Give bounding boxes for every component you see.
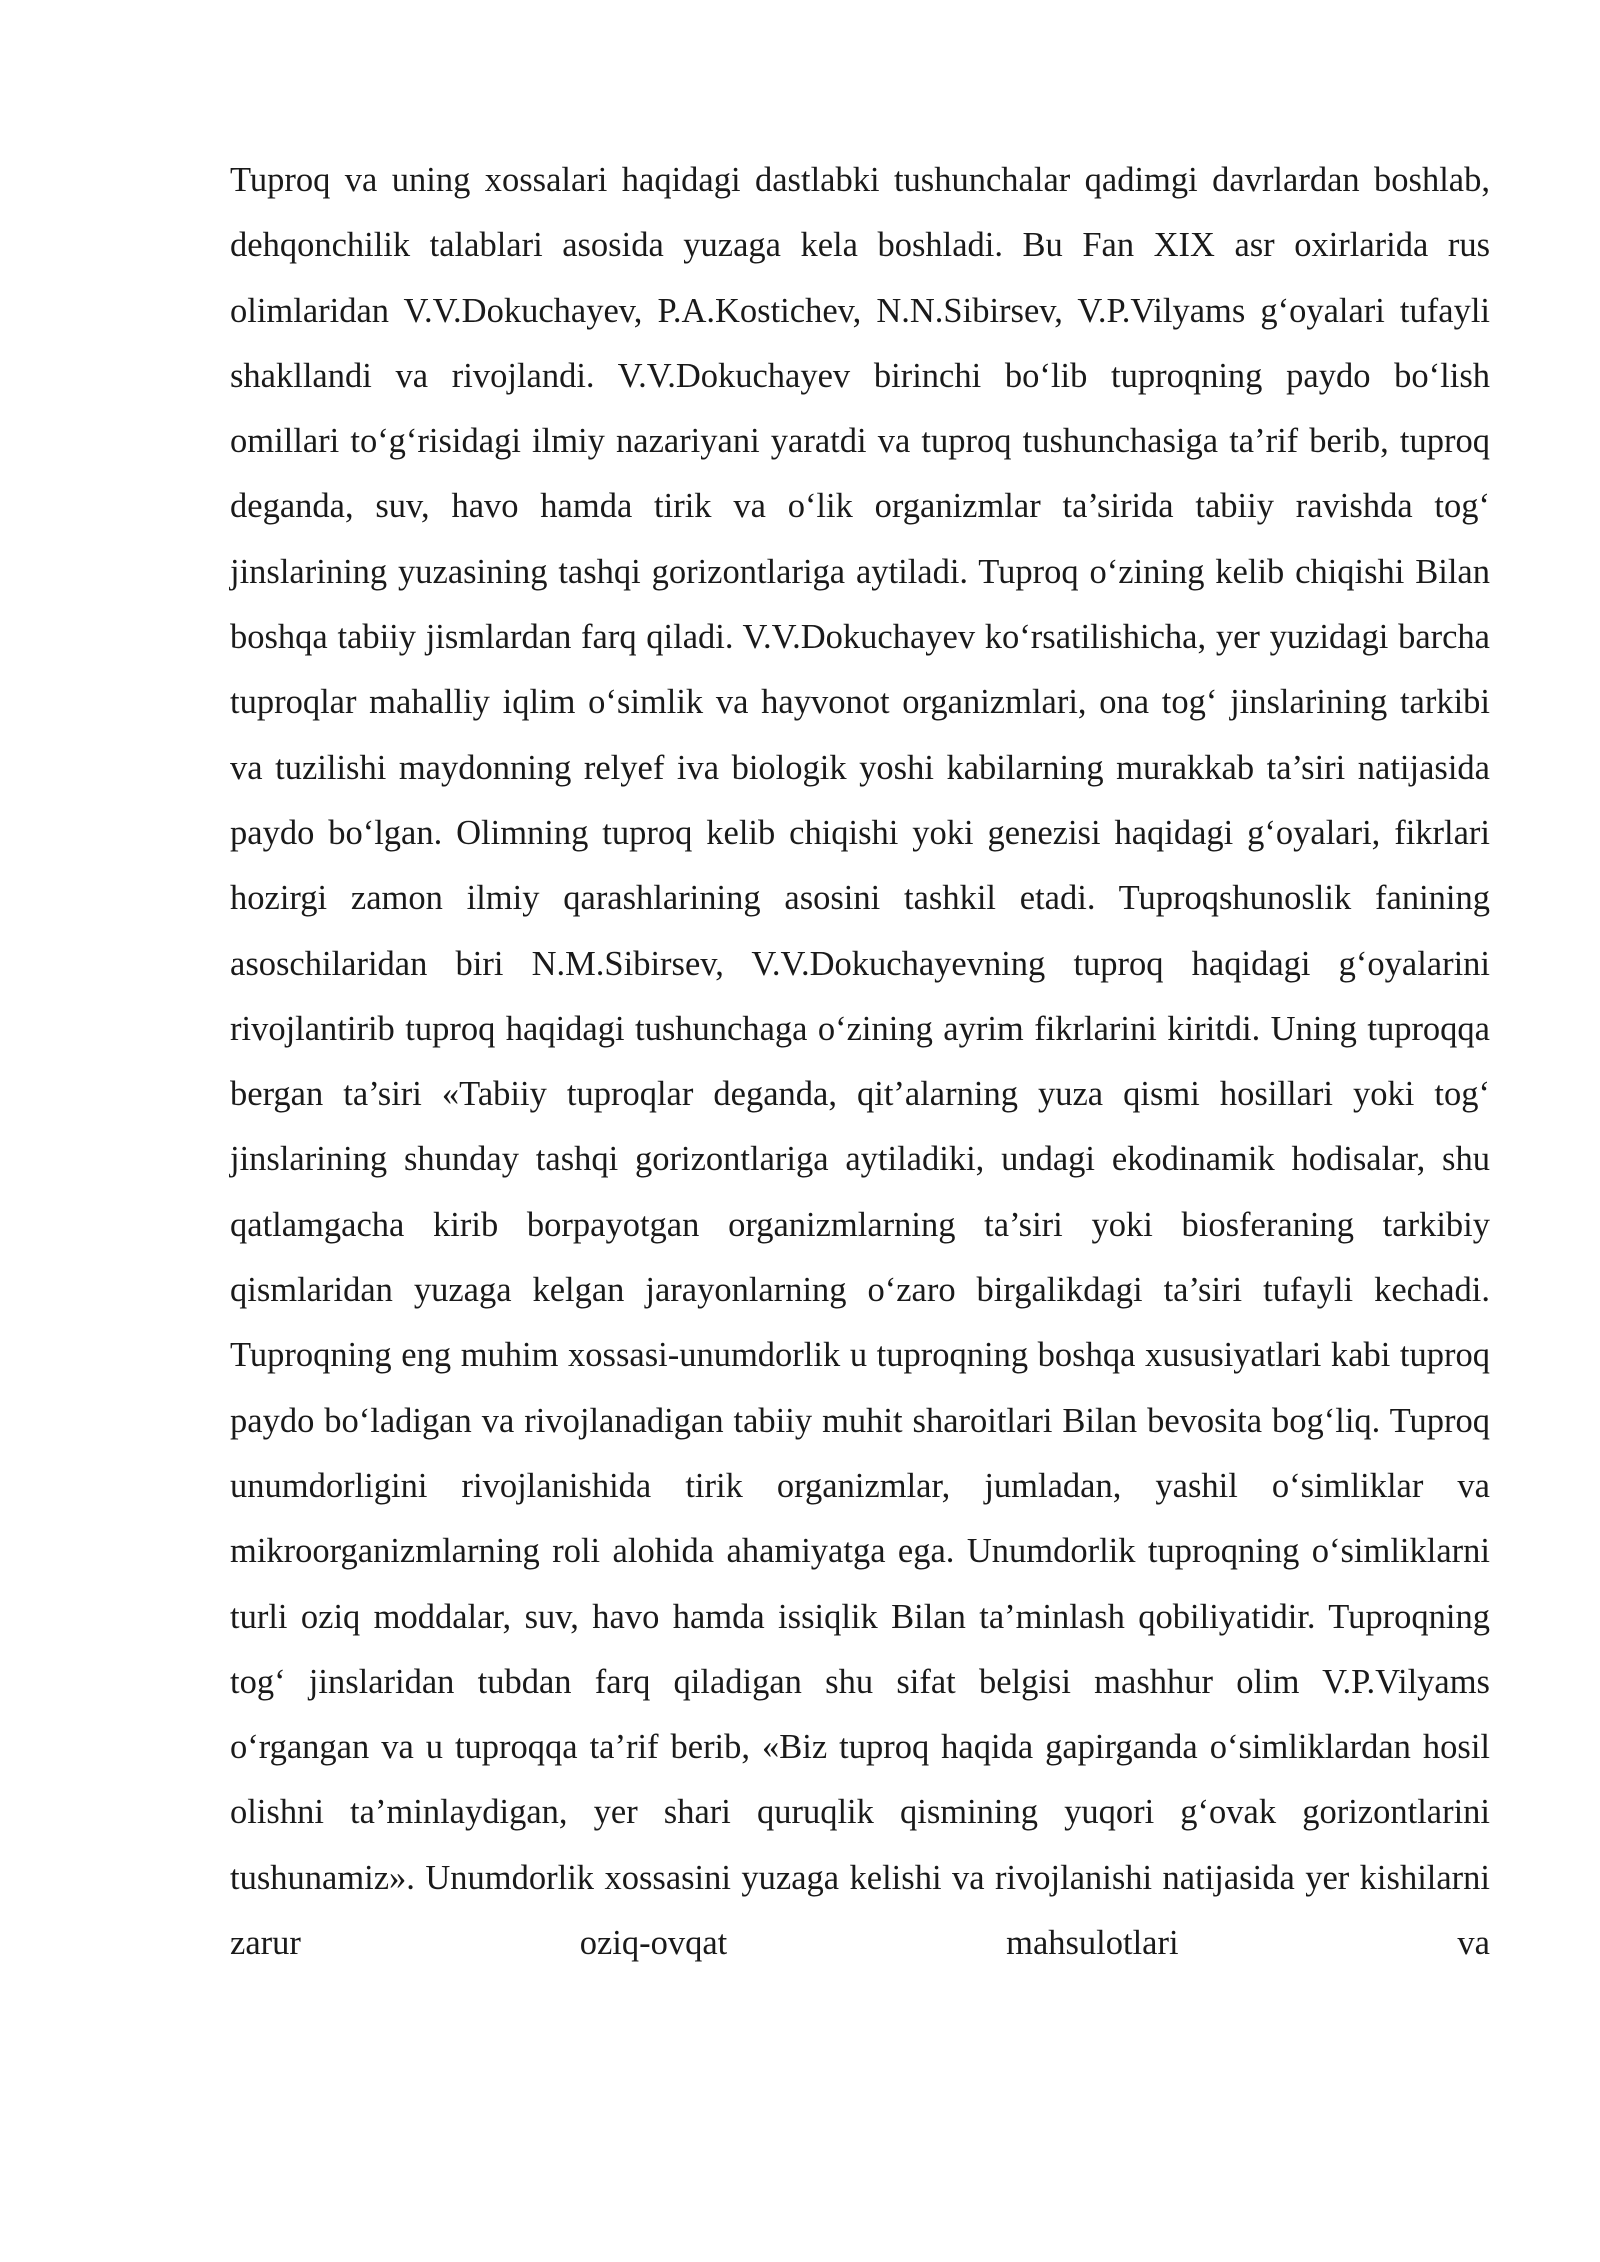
document-page [230,148,1490,1976]
body-paragraph: Tuproq va uning xossalari haqidagi dastlabki tushunchalar qadimgi davrlardan boshlab, dehqonchilik talablari asosida yuzaga kela boshladi. Bu Fan XIX asr oxirlarida rus olimlaridan V.V.Dokuchayev, P.A.Kostichev, N.N.Sibirsev, V.P.Vilyams g‘oyalari tufayli shakllandi va rivojlandi. V.V.Dokuchayev birinchi bo‘lib tuproqning paydo bo‘lish omillari to‘g‘risidagi ilmiy nazariyani yaratdi va tuproq tushunchasiga ta’rif berib, tuproq deganda, suv, havo hamda tirik va o‘lik organizmlar ta’sirida tabiiy ravishda tog‘ jinslarining yuzasining tashqi gorizontlariga aytiladi. Tuproq o‘zining kelib chiqishi Bilan boshqa tabiiy jismlardan farq qiladi. V.V.Dokuchayev ko‘rsatilishicha, yer yuzidagi barcha tuproqlar mahalliy iqlim o‘simlik va hayvonot organizmlari, ona tog‘ jinslarining tarkibi va tuzilishi maydonning relyef iva biologik yoshi kabilarning murakkab ta’siri natijasida paydo bo‘lgan. Olimning tuproq kelib chiqishi yoki genezisi haqidagi g‘oyalari, fikrlari hozirgi zamon ilmiy qarashlarining asosini tashkil etadi. Tuproqshunoslik fanining asoschilaridan biri N.M.Sibirsev, V.V.Dokuchayevning tuproq haqidagi g‘oyalarini rivojlantirib tuproq haqidagi tushunchaga o‘zining ayrim fikrlarini kiritdi. Uning tuproqqa bergan ta’siri «Tabiiy tuproqlar deganda, qit’alarning yuza qismi hosillari yoki tog‘ jinslarining shunday tashqi gorizontlariga aytiladiki, undagi ekodinamik hodisalar, shu qatlamgacha kirib borpayotgan organizmlarning ta’siri yoki biosferaning tarkibiy qismlaridan yuzaga kelgan jarayonlarning o‘zaro birgalikdagi ta’siri tufayli kechadi. Tuproqning eng muhim xossasi-unumdorlik u tuproqning boshqa xususiyatlari kabi tuproq paydo bo‘ladigan va rivojlanadigan tabiiy muhit sharoitlari Bilan bevosita bog‘liq. Tuproq unumdorligini rivojlanishida tirik organizmlar, jumladan, yashil o‘simliklar va mikroorganizmlarning roli alohida ahamiyatga ega. Unumdorlik tuproqning o‘simliklarni turli oziq moddalar, suv, havo hamda issiqlik Bilan ta’minlash qobiliyatidir. Tuproqning tog‘ jinslaridan tubdan farq qiladigan shu sifat belgisi mashhur olim V.P.Vilyams o‘rgangan va u tuproqqa ta’rif berib, «Biz tuproq haqida gapirganda o‘simliklardan hosil olishni ta’minlaydigan, yer shari quruqlik qismining yuqori g‘ovak gorizontlarini tushunamiz». Unumdorlik xossasini yuzaga kelishi va rivojlanishi natijasida yer kishilarni zarur oziq-ovqat mahsulotlari va [230,161,1490,1963]
